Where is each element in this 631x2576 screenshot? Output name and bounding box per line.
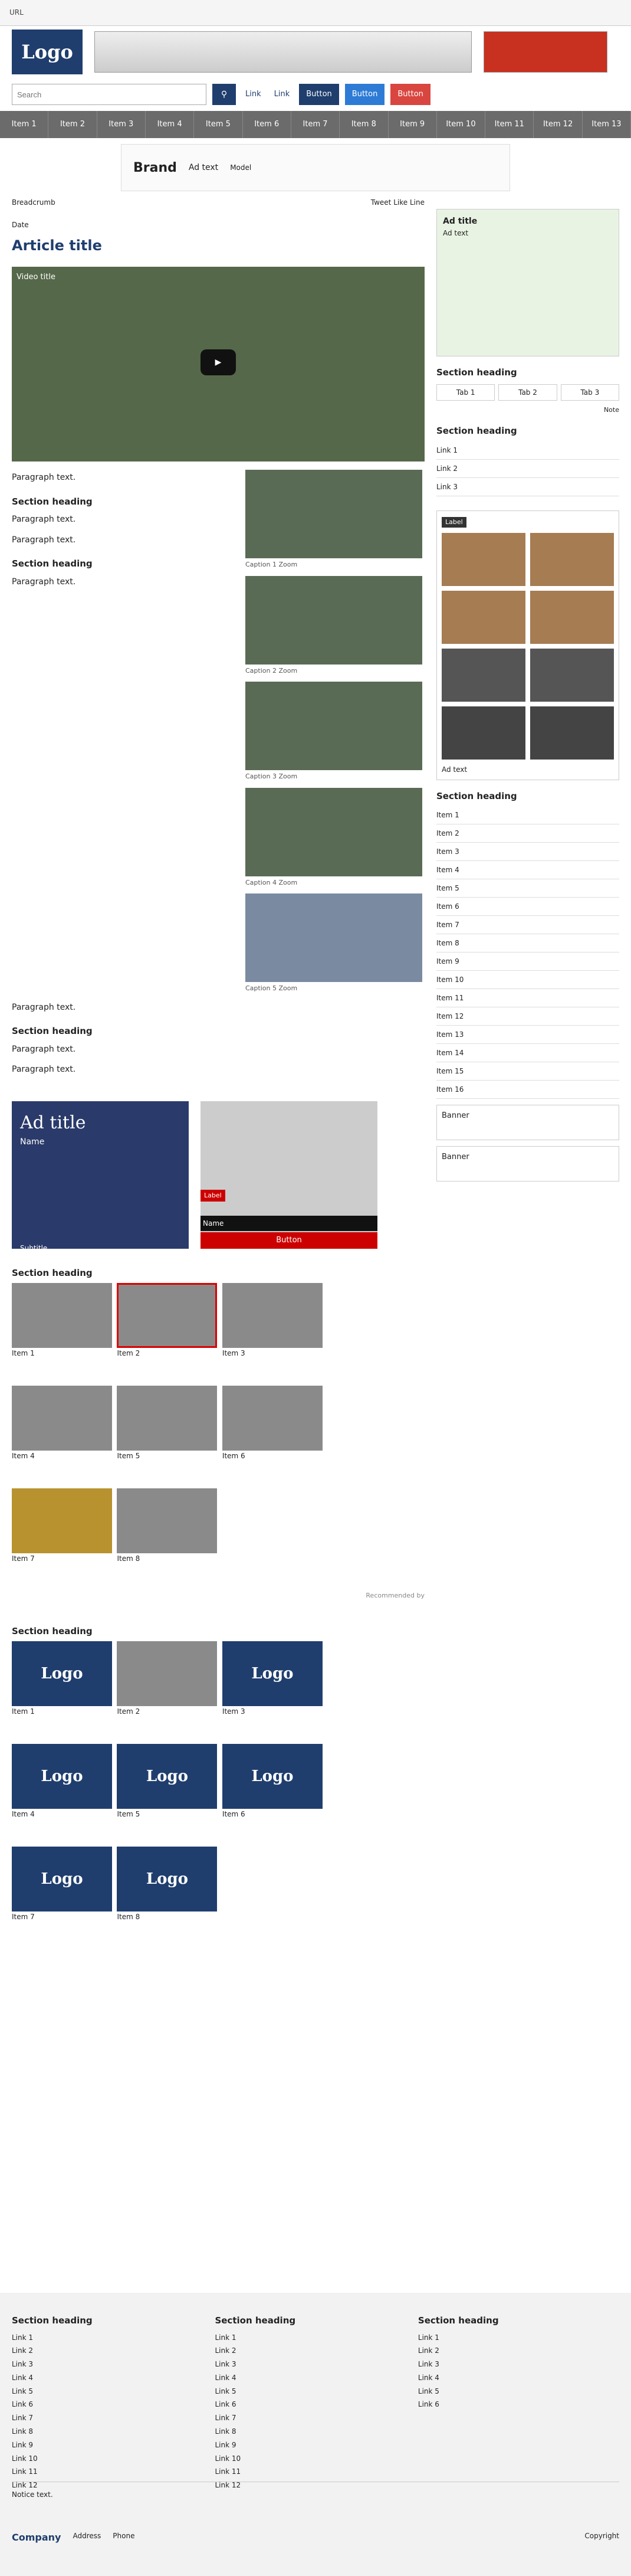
photo-caption: Caption 1: [245, 561, 277, 568]
video-title: Video title: [17, 273, 55, 282]
guide-link[interactable]: Item 13: [436, 1026, 619, 1044]
mobile-link[interactable]: Link 1: [436, 441, 619, 460]
guide-link[interactable]: Item 2: [436, 824, 619, 843]
pr-text: Ad text: [442, 765, 468, 774]
footer-link[interactable]: Link 12: [215, 2481, 241, 2490]
header-button-2[interactable]: Button: [345, 84, 385, 105]
guide-link[interactable]: Item 11: [436, 989, 619, 1007]
footer-link[interactable]: Link 9: [12, 2440, 34, 2449]
side-ad-text: Ad text: [443, 229, 469, 237]
footer-copyright: Copyright: [584, 2532, 619, 2540]
footer-link[interactable]: Link 2: [12, 2346, 34, 2355]
guide-link[interactable]: Item 3: [436, 843, 619, 861]
recommend-card[interactable]: [222, 1744, 323, 1837]
site-logo-thumb: Logo: [117, 1744, 217, 1809]
footer-link[interactable]: Link 4: [12, 2373, 34, 2382]
sidebar: [436, 197, 619, 1949]
article-photo[interactable]: [245, 682, 422, 770]
recommend-card[interactable]: [12, 1283, 112, 1376]
recommended-by[interactable]: Recommended by: [366, 1592, 425, 1600]
site-logo-thumb: Logo: [12, 1847, 112, 1911]
recommend-grid-2: [12, 1641, 425, 1949]
footer-link[interactable]: Link 5: [215, 2387, 236, 2395]
nav-item[interactable]: Item 9: [389, 111, 437, 138]
recommend-card[interactable]: [117, 1847, 217, 1940]
breadcrumb[interactable]: Breadcrumb: [12, 198, 55, 207]
footer-company: Company: [12, 2532, 61, 2543]
like-button[interactable]: Like: [393, 198, 408, 207]
search-icon: ⚲: [221, 89, 228, 99]
ranking-tabs: [436, 384, 619, 401]
nav-item[interactable]: Item 3: [97, 111, 146, 138]
ad-b-name: Name: [201, 1216, 377, 1231]
recommend-heading: Section heading: [12, 1267, 93, 1278]
recommend-card[interactable]: [222, 1283, 323, 1376]
footer-link[interactable]: Link 7: [215, 2414, 236, 2423]
article-photo[interactable]: [245, 788, 422, 876]
footer-link[interactable]: Link 1: [12, 2333, 34, 2342]
recommend-image: [12, 1283, 112, 1348]
ad-b-button[interactable]: Button: [201, 1232, 377, 1249]
side-ad-title: Ad title: [443, 217, 478, 226]
search-input[interactable]: [12, 84, 206, 105]
ranking-note: Note: [603, 405, 619, 414]
recommend-title: Item 2: [117, 1349, 140, 1358]
recommend-title: Item 8: [117, 1913, 140, 1922]
ad-a-title: Ad title: [20, 1112, 86, 1133]
ad-brand: Brand: [133, 160, 177, 175]
photo-caption: Caption 4: [245, 878, 277, 886]
ad-a[interactable]: [12, 1101, 189, 1252]
recommend-title: Item 3: [222, 1707, 245, 1716]
ad-text: Ad text: [188, 162, 219, 172]
zoom-link[interactable]: Zoom: [278, 561, 298, 568]
recommend-card[interactable]: [117, 1283, 217, 1376]
footer-link[interactable]: Link 8: [12, 2427, 34, 2436]
ad-b-label: Label: [201, 1190, 225, 1202]
guide-link[interactable]: Item 8: [436, 934, 619, 953]
recommend-title: Item 4: [12, 1810, 35, 1819]
footer-link[interactable]: Link 10: [215, 2454, 241, 2463]
nav-item[interactable]: Item 4: [146, 111, 194, 138]
recommend-title: Item 5: [117, 1452, 140, 1461]
recommend-grid: [12, 1283, 425, 1591]
nav-item[interactable]: Item 11: [485, 111, 534, 138]
footer-link[interactable]: Link 2: [418, 2346, 439, 2355]
guide-link[interactable]: Item 15: [436, 1062, 619, 1081]
global-nav: [0, 111, 631, 138]
article-date: Date: [12, 221, 29, 229]
footer-link[interactable]: Link 3: [12, 2360, 34, 2369]
footer-link[interactable]: Link 6: [215, 2400, 236, 2409]
footer-link[interactable]: Link 3: [215, 2360, 236, 2369]
recommend-title: Item 2: [117, 1707, 140, 1716]
footer-heading: Section heading: [12, 2315, 93, 2326]
header-link-1[interactable]: Link: [245, 90, 261, 99]
side-banner[interactable]: Banner: [436, 1146, 619, 1181]
pr-ad[interactable]: [436, 510, 619, 780]
article-paragraph: Paragraph text.: [12, 1044, 76, 1054]
search-button[interactable]: [212, 84, 236, 105]
nav-item[interactable]: Item 6: [243, 111, 291, 138]
recommend-card[interactable]: [117, 1488, 217, 1582]
recommend-image: [117, 1386, 217, 1451]
site-logo-thumb: Logo: [222, 1641, 323, 1706]
recommend-card[interactable]: [117, 1641, 217, 1734]
site-logo-thumb: Logo: [12, 1641, 112, 1706]
footer-link[interactable]: Link 4: [418, 2373, 439, 2382]
recommend-image: [12, 1488, 112, 1553]
guide-link[interactable]: Item 1: [436, 806, 619, 824]
recommend-card[interactable]: [12, 1847, 112, 1940]
zoom-link[interactable]: Zoom: [278, 984, 298, 992]
footer-heading: Section heading: [215, 2315, 296, 2326]
nav-item[interactable]: Item 10: [437, 111, 485, 138]
header-button-3[interactable]: Button: [390, 84, 430, 105]
footer-link[interactable]: Link 12: [12, 2481, 38, 2490]
article-photo[interactable]: [245, 893, 422, 982]
article: [12, 197, 425, 1949]
recommend-card[interactable]: [12, 1386, 112, 1479]
recommend-image: [222, 1386, 323, 1451]
recommend-title: Item 6: [222, 1810, 245, 1819]
ad-model: Model: [230, 163, 252, 172]
recommend-image: [222, 1283, 323, 1348]
guide-link[interactable]: Item 12: [436, 1007, 619, 1026]
article-title: Article title: [12, 237, 102, 254]
footer-link[interactable]: Link 11: [215, 2467, 241, 2476]
photo-caption: Caption 2: [245, 666, 277, 675]
recommend-image: [117, 1283, 217, 1348]
recommend-card[interactable]: [117, 1386, 217, 1479]
pr-label: Label: [442, 517, 466, 528]
footer-link[interactable]: Link 4: [215, 2373, 236, 2382]
recommend-title: Item 3: [222, 1349, 245, 1358]
recommend-heading: Section heading: [12, 1625, 93, 1636]
site-header: [0, 26, 631, 78]
banner-ad[interactable]: [94, 31, 472, 73]
photo-caption: Caption 5: [245, 984, 277, 992]
footer-link[interactable]: Link 11: [12, 2467, 38, 2476]
video-player[interactable]: [12, 267, 425, 461]
mobile-heading: Section heading: [436, 425, 517, 436]
recommend-card[interactable]: [12, 1641, 112, 1734]
footer-link[interactable]: Link 8: [215, 2427, 236, 2436]
article-paragraph: Paragraph text.: [12, 535, 76, 545]
article-photo[interactable]: [245, 470, 422, 558]
section-heading: Section heading: [12, 558, 93, 569]
footer-link[interactable]: Link 6: [418, 2400, 439, 2409]
guide-link[interactable]: Item 5: [436, 879, 619, 898]
recommend-title: Item 1: [12, 1349, 35, 1358]
play-icon[interactable]: ▶: [201, 349, 236, 375]
article-paragraph: Paragraph text.: [12, 1002, 76, 1012]
recommend-title: Item 4: [12, 1452, 35, 1461]
side-banner[interactable]: Banner: [436, 1105, 619, 1140]
guide-link[interactable]: Item 4: [436, 861, 619, 879]
recommend-image: [12, 1386, 112, 1451]
recommend-title: Item 1: [12, 1707, 35, 1716]
footer-address: Address: [73, 2532, 101, 2540]
recommend-card[interactable]: [222, 1386, 323, 1479]
url-bar[interactable]: URL: [0, 0, 631, 26]
footer-link[interactable]: Link 6: [12, 2400, 34, 2409]
tweet-button[interactable]: Tweet: [370, 198, 392, 207]
recommend-image: [117, 1488, 217, 1553]
footer-notice: Notice text.: [12, 2482, 619, 2507]
footer-link[interactable]: Link 7: [12, 2414, 34, 2423]
recommend-title: Item 8: [117, 1554, 140, 1563]
footer-link[interactable]: Link 5: [418, 2387, 439, 2395]
footer: [0, 2293, 631, 2576]
site-logo-thumb: Logo: [222, 1744, 323, 1809]
zoom-link[interactable]: Zoom: [278, 666, 298, 675]
article-paragraph: Paragraph text.: [12, 515, 76, 525]
recommend-title: Item 5: [117, 1810, 140, 1819]
footer-link[interactable]: Link 3: [418, 2360, 439, 2369]
guide-link[interactable]: Item 10: [436, 971, 619, 989]
guide-link[interactable]: Item 6: [436, 898, 619, 916]
guide-heading: Section heading: [436, 790, 517, 801]
ranking-heading: Section heading: [436, 367, 517, 378]
article-paragraph: Paragraph text.: [12, 1065, 76, 1075]
nav-item[interactable]: Item 13: [583, 111, 631, 138]
recommend-title: Item 6: [222, 1452, 245, 1461]
recommend-title: Item 7: [12, 1554, 35, 1563]
section-heading: Section heading: [12, 496, 93, 507]
site-logo-thumb: Logo: [12, 1744, 112, 1809]
top-ad[interactable]: [121, 144, 510, 191]
photo-caption: Caption 3: [245, 773, 277, 780]
section-heading: Section heading: [12, 1026, 93, 1037]
footer-link[interactable]: Link 2: [215, 2346, 236, 2355]
ad-a-name: Name: [20, 1137, 45, 1147]
side-ad[interactable]: [436, 209, 619, 356]
footer-link[interactable]: Link 5: [12, 2387, 34, 2395]
footer-link[interactable]: Link 9: [215, 2440, 236, 2449]
header-button-1[interactable]: Button: [299, 84, 339, 105]
zoom-link[interactable]: Zoom: [278, 878, 298, 886]
site-logo[interactable]: Logo: [12, 30, 83, 74]
ranking-tab[interactable]: Tab 2: [498, 384, 557, 401]
nav-item[interactable]: Item 1: [0, 111, 48, 138]
ranking-tab[interactable]: Tab 1: [436, 384, 495, 401]
zoom-link[interactable]: Zoom: [278, 773, 298, 780]
main-content: [0, 197, 631, 1949]
recommend-card[interactable]: [12, 1744, 112, 1837]
ad-b[interactable]: [201, 1101, 377, 1249]
footer-link[interactable]: Link 1: [215, 2333, 236, 2342]
article-paragraph: Paragraph text.: [12, 473, 76, 482]
ranking-tab[interactable]: Tab 3: [561, 384, 619, 401]
nav-item[interactable]: Item 8: [340, 111, 388, 138]
search-bar: [0, 78, 631, 111]
guide-link[interactable]: Item 16: [436, 1081, 619, 1099]
recommend-title: Item 7: [12, 1913, 35, 1922]
ad-a-subtitle: Subtitle: [20, 1243, 48, 1252]
mobile-link[interactable]: Link 3: [436, 478, 619, 496]
article-paragraph: Paragraph text.: [12, 577, 76, 587]
nav-item[interactable]: Item 7: [291, 111, 340, 138]
footer-link[interactable]: Link 1: [418, 2333, 439, 2342]
guide-link[interactable]: Item 14: [436, 1044, 619, 1062]
recommend-card[interactable]: [12, 1488, 112, 1582]
guide-link[interactable]: Item 7: [436, 916, 619, 934]
nav-item[interactable]: Item 2: [48, 111, 97, 138]
guide-link[interactable]: Item 9: [436, 953, 619, 971]
recommend-image: [117, 1641, 217, 1706]
nav-item[interactable]: Item 12: [534, 111, 582, 138]
banner-ad-right[interactable]: [484, 31, 607, 73]
header-link-2[interactable]: Link: [274, 90, 290, 99]
recommend-card[interactable]: [222, 1641, 323, 1734]
line-button[interactable]: Line: [409, 198, 425, 207]
mobile-link[interactable]: Link 2: [436, 460, 619, 478]
recommend-card[interactable]: [117, 1744, 217, 1837]
nav-item[interactable]: Item 5: [194, 111, 242, 138]
article-photo[interactable]: [245, 576, 422, 665]
site-logo-thumb: Logo: [117, 1847, 217, 1911]
footer-heading: Section heading: [418, 2315, 499, 2326]
footer-tel: Phone: [113, 2532, 135, 2540]
footer-link[interactable]: Link 10: [12, 2454, 38, 2463]
